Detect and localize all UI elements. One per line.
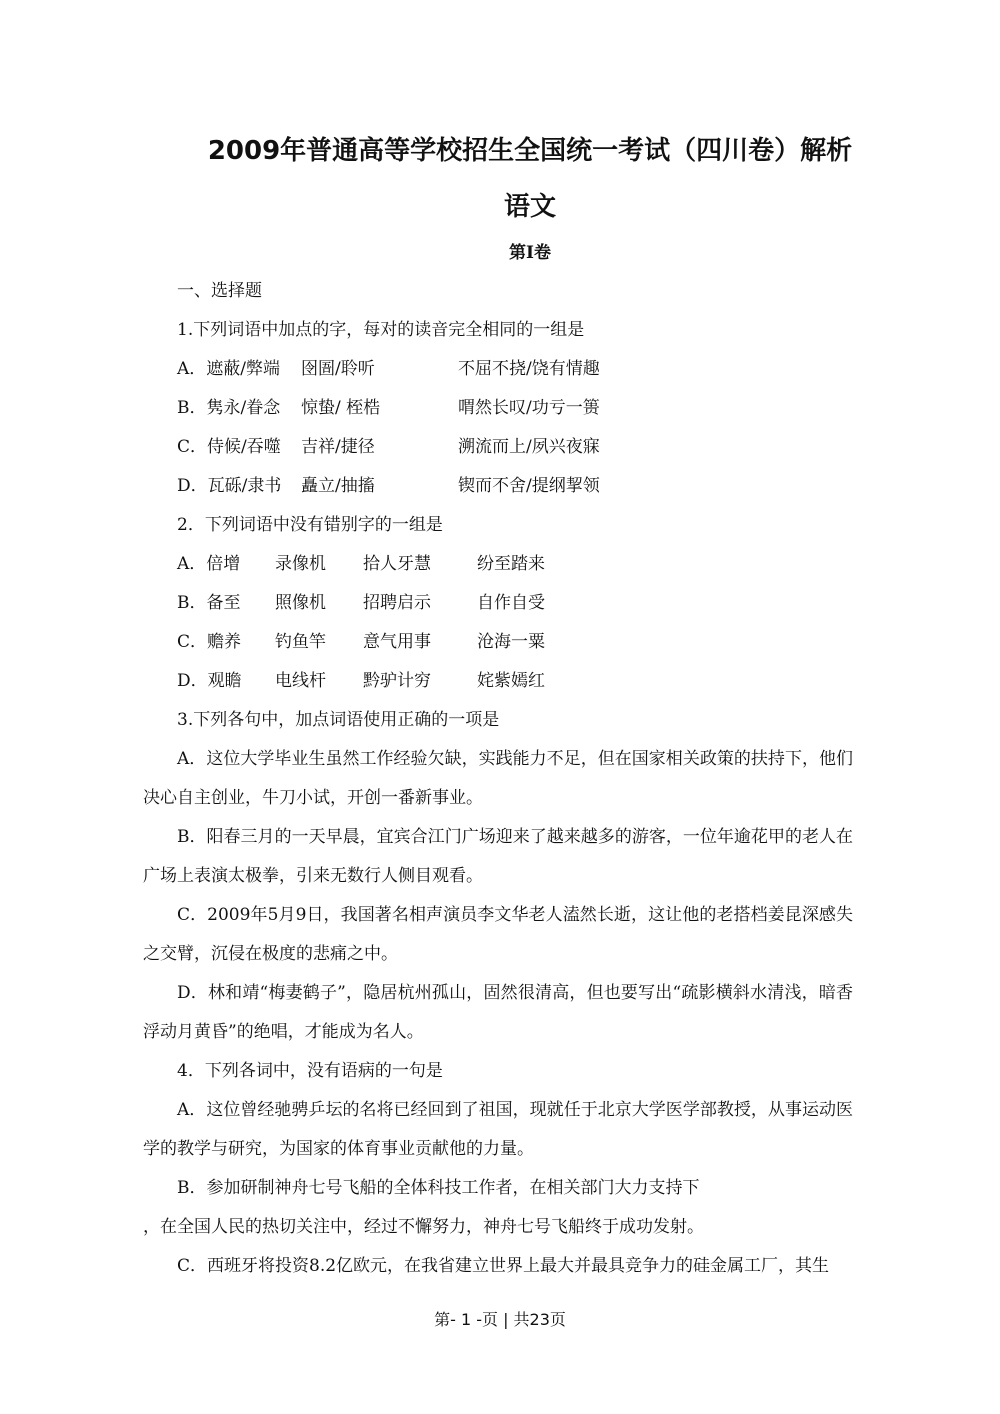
option-cell: 电线杆 [275,671,326,691]
question-4-option-a: A．这位曾经驰骋乒坛的名将已经回到了祖国，现就任于北京大学医学部教授，从事运动医学的教学与研究，为国家的体育事业贡献他的力量。 [143,1100,853,1159]
option-cell: 意气用事 [363,632,431,652]
question-3-option-a: A．这位大学毕业生虽然工作经验欠缺，实践能力不足，但在国家相关政策的扶持下，他们决心自主创业，牛刀小试，开创一番新事业。 [143,749,853,808]
option-cell: 囹圄/聆听 [301,359,375,379]
question-2-option-a [143,545,853,584]
option-cell: A．遮蔽/弊端 [177,359,281,379]
option-cell: 不屈不挠/饶有情趣 [458,359,600,379]
document-body [143,272,853,1286]
document-title: 2009年普通高等学校招生全国统一考试（四川卷）解析 [207,136,853,166]
option-cell: 招聘启示 [363,593,431,613]
option-cell: D．观瞻 [177,671,242,691]
option-cell: 吉祥/捷径 [301,437,375,457]
option-cell: D．瓦砾/隶书 [177,476,282,496]
option-cell: 姹紫嫣红 [477,671,545,691]
option-cell: 照像机 [275,593,326,613]
option-cell: 沧海一粟 [477,632,545,652]
question-3-stem: 3.下列各句中，加点词语使用正确的一项是 [177,710,500,730]
option-cell: 喟然长叹/功亏一篑 [458,398,600,418]
question-1-stem: 1.下列词语中加点的字，每对的读音完全相同的一组是 [177,320,585,340]
option-cell: 矗立/抽搐 [301,476,375,496]
question-1-option-d [143,467,853,506]
question-4-option-c: C．西班牙将投资8.2亿欧元，在我省建立世界上最大并最具竞争力的硅金属工厂，其生 [177,1256,830,1276]
option-cell: C．侍候/吞噬 [177,437,281,457]
option-cell: 钓鱼竿 [275,632,326,652]
option-cell: 纷至踏来 [477,554,545,574]
option-cell: 溯流而上/夙兴夜寐 [458,437,600,457]
question-2-stem: 2．下列词语中没有错别字的一组是 [177,515,443,535]
question-1-option-b [143,389,853,428]
option-cell: C．赡养 [177,632,242,652]
volume-heading: 第I卷 [509,243,551,263]
option-cell: 惊蛰/ 桎梏 [301,398,381,418]
question-1-option-a [143,350,853,389]
option-cell: 黔驴计穷 [363,671,431,691]
question-2-option-c [143,623,853,662]
option-cell: B．备至 [177,593,241,613]
subject-title: 语文 [503,192,556,222]
option-cell: 自作自受 [477,593,545,613]
question-3-option-d: D．林和靖“梅妻鹤子”，隐居杭州孤山，固然很清高，但也要写出“疏影横斜水清浅，暗香浮动月黄昏”的绝唱，才能成为名人。 [143,983,853,1042]
question-3-option-b: B．阳春三月的一天早晨，宜宾合江门广场迎来了越来越多的游客，一位年逾花甲的老人在广场上表演太极拳，引来无数行人侧目观看。 [143,827,853,886]
question-4-option-b-line-2: ，在全国人民的热切关注中，经过不懈努力，神舟七号飞船终于成功发射。 [143,1217,704,1237]
option-cell: 录像机 [275,554,326,574]
question-4-stem: 4．下列各词中，没有语病的一句是 [177,1061,443,1081]
page-footer: 第- 1 -页 | 共23页 [434,1310,566,1329]
question-3-option-c: C．2009年5月9日，我国著名相声演员李文华老人溘然长逝，这让他的老搭档姜昆深感失之交臂，沉侵在极度的悲痛之中。 [143,905,853,964]
option-cell: A．倍增 [177,554,241,574]
question-2-option-b [143,584,853,623]
section-heading: 一、选择题 [177,281,262,301]
question-1-option-c [143,428,853,467]
question-4-option-b-line-1: B．参加研制神舟七号飞船的全体科技工作者，在相关部门大力支持下 [177,1178,700,1198]
option-cell: 拾人牙慧 [363,554,431,574]
option-cell: B．隽永/眷念 [177,398,281,418]
option-cell: 锲而不舍/提纲挈领 [458,476,600,496]
question-2-option-d [143,662,853,701]
